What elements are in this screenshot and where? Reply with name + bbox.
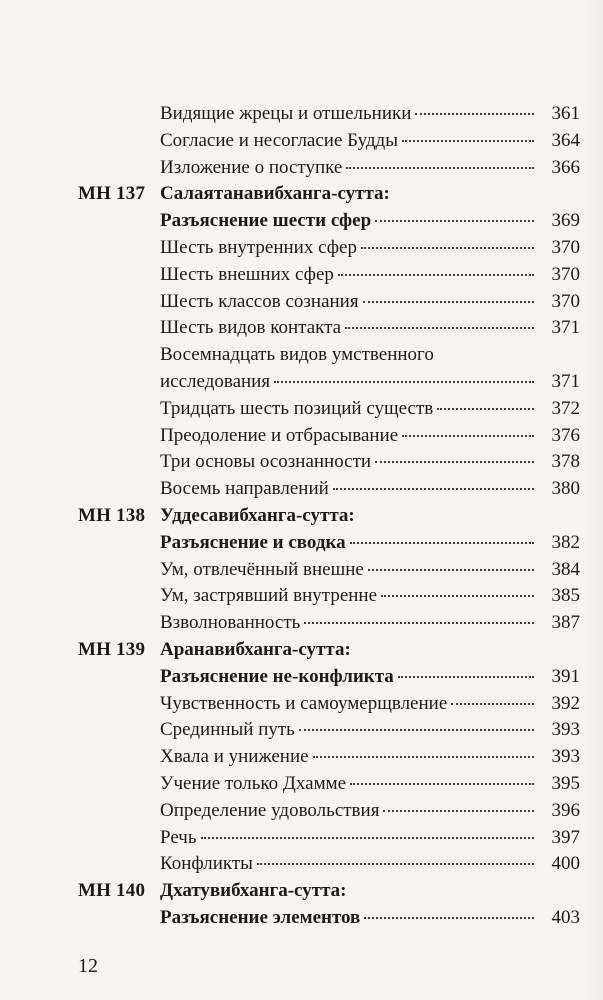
toc-entry xyxy=(160,610,580,637)
toc-entry xyxy=(160,637,580,664)
toc-entry xyxy=(160,262,580,289)
sutta-code: МН 137 xyxy=(78,183,146,205)
toc-page-number: 391 xyxy=(551,665,580,687)
toc-page-number: 361 xyxy=(551,103,580,124)
toc-row xyxy=(78,691,580,718)
toc-row xyxy=(78,396,580,423)
dot-leader xyxy=(398,676,534,678)
toc-row xyxy=(78,155,580,182)
toc-page-number: 395 xyxy=(551,772,580,794)
toc-row xyxy=(78,101,580,128)
toc-row xyxy=(78,717,580,744)
toc-entry xyxy=(160,878,580,905)
dot-leader xyxy=(451,703,534,705)
toc-page-number: 376 xyxy=(551,424,580,446)
sutta-code: МН 140 xyxy=(78,880,146,902)
toc-page-number: 378 xyxy=(551,451,580,473)
dot-leader xyxy=(345,327,534,329)
toc-entry-title: Разъяснение шести сфер xyxy=(160,210,372,232)
toc-entry xyxy=(160,289,580,316)
toc-entry-title: Взволнованность xyxy=(160,612,301,634)
toc-entry xyxy=(160,583,580,610)
toc-row xyxy=(78,476,580,503)
toc-row xyxy=(78,235,580,262)
dot-leader xyxy=(299,729,534,731)
toc-row xyxy=(78,449,580,476)
toc-page-number: 403 xyxy=(551,906,580,928)
toc-entry xyxy=(160,664,580,691)
toc-entry-title: Речь xyxy=(160,826,197,848)
toc-row xyxy=(78,530,580,557)
toc-entry-title: Шесть внешних сфер xyxy=(160,263,334,285)
toc-entry-title: Видящие жрецы и отшельники xyxy=(160,103,412,124)
toc-row xyxy=(78,289,580,316)
toc-entry-title: Восемнадцать видов умственного xyxy=(160,344,434,366)
toc-row xyxy=(78,878,580,905)
dot-leader xyxy=(304,622,534,624)
toc-entry-title: Шесть внутренних сфер xyxy=(160,236,357,258)
toc-entry xyxy=(160,315,580,342)
dot-leader xyxy=(368,569,534,571)
toc-entry xyxy=(160,208,580,235)
dot-leader xyxy=(201,837,535,839)
toc-entry xyxy=(160,342,580,369)
toc-entry-title: Ум, застрявший внутренне xyxy=(160,585,378,607)
dot-leader xyxy=(274,381,534,383)
toc-entry xyxy=(160,503,580,530)
toc-entry-title: Аранавибханга-сутта: xyxy=(160,638,351,660)
toc-page-number: 366 xyxy=(551,156,580,178)
dot-leader xyxy=(383,810,534,812)
toc-entry xyxy=(160,101,580,128)
toc-page-number: 372 xyxy=(551,397,580,419)
toc-entry xyxy=(160,235,580,262)
toc-page-number: 392 xyxy=(551,692,580,714)
toc-row xyxy=(78,208,580,235)
toc-row xyxy=(78,798,580,825)
dot-leader xyxy=(381,595,534,597)
dot-leader xyxy=(338,274,534,276)
toc-page-number: 370 xyxy=(551,263,580,285)
toc-entry-title: Конфликты xyxy=(160,853,253,875)
toc-page-number: 387 xyxy=(551,612,580,634)
toc-row xyxy=(78,610,580,637)
toc-entry xyxy=(160,396,580,423)
dot-leader xyxy=(361,247,534,249)
toc-entry xyxy=(160,798,580,825)
dot-leader xyxy=(350,542,534,544)
toc-row xyxy=(78,557,580,584)
toc-entry-title: Чувственность и самоумерщвление xyxy=(160,692,448,714)
toc-entry xyxy=(160,557,580,584)
toc-row xyxy=(78,851,580,878)
dot-leader xyxy=(346,167,534,169)
toc-entry-title: Разъяснение и сводка xyxy=(160,531,346,553)
toc-entry-title: Дхатувибханга-сутта: xyxy=(160,880,347,902)
toc-page-number: 371 xyxy=(551,370,580,392)
toc-page-number: 364 xyxy=(551,129,580,151)
toc-page-number: 370 xyxy=(551,236,580,258)
toc-entry-title: Определение удовольствия xyxy=(160,799,380,821)
dot-leader xyxy=(375,461,534,463)
toc-row xyxy=(78,583,580,610)
toc-row xyxy=(78,825,580,852)
toc-row xyxy=(78,262,580,289)
toc-entry-title: Преодоление и отбрасывание xyxy=(160,424,399,446)
toc-page-number: 385 xyxy=(551,585,580,607)
toc-page-number: 400 xyxy=(551,853,580,875)
toc-entry-title: Шесть классов сознания xyxy=(160,290,359,312)
toc-row xyxy=(78,315,580,342)
toc-entry-title: Три основы осознанности xyxy=(160,451,372,473)
toc-entry-title: Уддесавибханга-сутта: xyxy=(160,504,355,526)
dot-leader xyxy=(437,408,534,410)
toc-entry xyxy=(160,905,580,932)
toc-entry-title: Разъяснение элементов xyxy=(160,906,361,928)
toc-page-number: 393 xyxy=(551,719,580,741)
toc-entry-title: Ум, отвлечённый внешне xyxy=(160,558,364,580)
table-of-contents xyxy=(78,101,580,932)
toc-entry xyxy=(160,423,580,450)
toc-entry xyxy=(160,155,580,182)
dot-leader xyxy=(350,783,534,785)
toc-entry xyxy=(160,369,580,396)
toc-entry-title: Хвала и унижение xyxy=(160,746,309,768)
toc-entry xyxy=(160,530,580,557)
dot-leader xyxy=(333,488,534,490)
page-edge-shadow xyxy=(585,0,603,1000)
toc-page-number: 370 xyxy=(551,290,580,312)
dot-leader xyxy=(415,113,534,115)
toc-entry-title: Изложение о поступке xyxy=(160,156,343,178)
toc-page-number: 396 xyxy=(551,799,580,821)
toc-entry xyxy=(160,825,580,852)
toc-row xyxy=(78,342,580,369)
sutta-code: МН 139 xyxy=(78,638,146,660)
dot-leader xyxy=(257,863,534,865)
toc-row xyxy=(78,771,580,798)
toc-entry-title: Разъяснение не-конфликта xyxy=(160,665,394,687)
dot-leader xyxy=(375,220,534,222)
dot-leader xyxy=(364,917,534,919)
toc-entry-title: Тридцать шесть позиций существ xyxy=(160,397,434,419)
toc-entry-title: Учение только Дхамме xyxy=(160,772,347,794)
page-number: 12 xyxy=(78,955,98,977)
toc-row xyxy=(78,905,580,932)
dot-leader xyxy=(402,140,534,142)
toc-row xyxy=(78,503,580,530)
toc-row xyxy=(78,181,580,208)
dot-leader xyxy=(363,301,534,303)
toc-page-number: 382 xyxy=(551,531,580,553)
toc-entry-title: исследования xyxy=(160,370,271,392)
toc-row xyxy=(78,664,580,691)
toc-entry-title: Шесть видов контакта xyxy=(160,317,342,339)
toc-entry xyxy=(160,476,580,503)
toc-entry xyxy=(160,128,580,155)
toc-row xyxy=(78,744,580,771)
toc-entry xyxy=(160,717,580,744)
dot-leader xyxy=(402,435,534,437)
dot-leader xyxy=(313,756,534,758)
toc-entry xyxy=(160,691,580,718)
toc-page-number: 397 xyxy=(551,826,580,848)
toc-page-number: 369 xyxy=(551,210,580,232)
toc-entry-title: Согласие и несогласие Будды xyxy=(160,129,398,151)
toc-page-number: 384 xyxy=(551,558,580,580)
toc-row xyxy=(78,637,580,664)
toc-entry xyxy=(160,449,580,476)
toc-entry xyxy=(160,181,580,208)
toc-entry-title: Восемь направлений xyxy=(160,478,329,500)
toc-entry xyxy=(160,851,580,878)
toc-entry-title: Срединный путь xyxy=(160,719,295,741)
toc-row xyxy=(78,128,580,155)
toc-row xyxy=(78,423,580,450)
toc-row xyxy=(78,369,580,396)
toc-entry xyxy=(160,771,580,798)
toc-page-number: 393 xyxy=(551,746,580,768)
sutta-code: МН 138 xyxy=(78,504,146,526)
toc-page-number: 380 xyxy=(551,478,580,500)
toc-entry-title: Салаятанавибханга-сутта: xyxy=(160,183,390,205)
toc-page-number: 371 xyxy=(551,317,580,339)
toc-entry xyxy=(160,744,580,771)
